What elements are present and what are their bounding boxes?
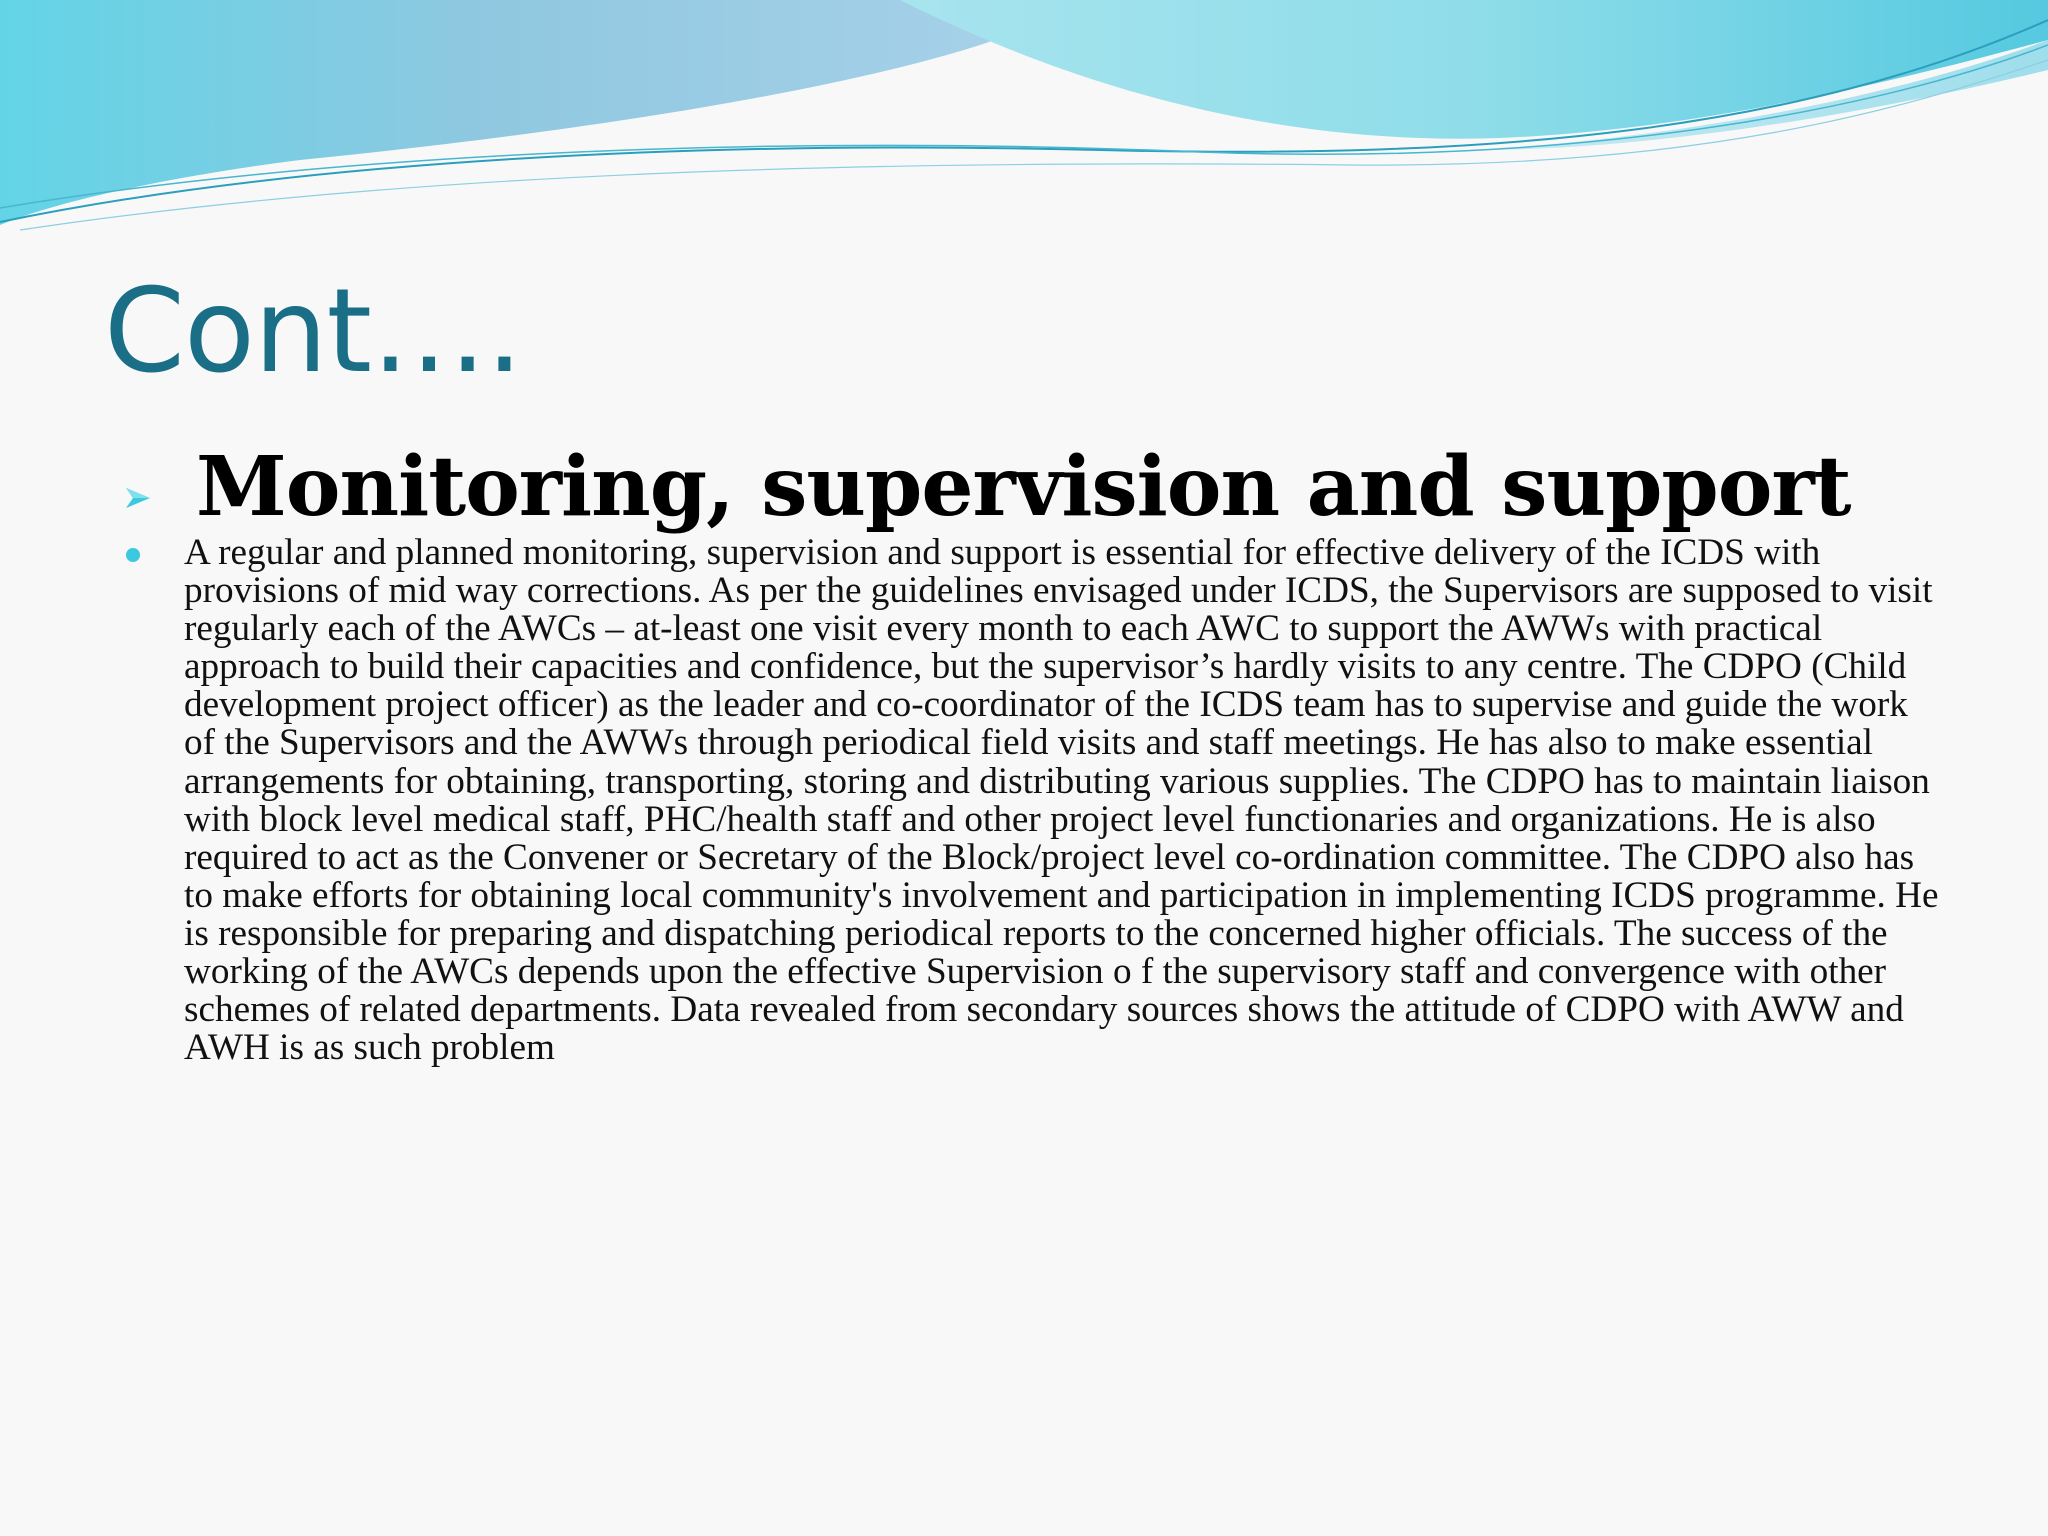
- arrow-bullet-icon: [124, 484, 152, 512]
- heading-bullet-row: [124, 432, 1851, 542]
- section-heading: Monitoring, supervision and support: [196, 439, 1851, 535]
- header-wave-decoration: [0, 0, 2048, 240]
- slide-title: Cont….: [104, 264, 522, 399]
- body-bullet-item: [124, 534, 1944, 1067]
- body-paragraph: A regular and planned monitoring, supervision and support is essential for effective delivery of the ICDS with provisions of mid way corrections. As per the guidelines envisaged under ICDS, the Supervisors are supposed to visit regularly each of the AWCs – at-least one visit every month to each AWC to support the AWWs with practical approach to build their capacities and confidence, but the supervisor’s hardly visits to any centre. The CDPO (Child development project officer) as the leader and co-coordinator of the ICDS team has to supervise and guide the work of the Supervisors and the AWWs through periodical field visits and staff meetings. He has also to make essential arrangements for obtaining, transporting, storing and distributing various supplies. The CDPO has to maintain liaison with block level medical staff, PHC/health staff and other project level functionaries and organizations. He is also required to act as the Convener or Secretary of the Block/project level co-ordination committee. The CDPO also has to make efforts for obtaining local community's involvement and participation in implementing ICDS programme. He is responsible for preparing and dispatching periodical reports to the concerned higher officials. The success of the working of the AWCs depends upon the effective Supervision o f the supervisory staff and convergence with other schemes of related departments. Data revealed from secondary sources shows the attitude of CDPO with AWW and AWH is as such problem: [184, 532, 1939, 1069]
- wave-band-right: [900, 0, 2048, 139]
- wave-band-main: [0, 0, 1080, 225]
- dot-bullet-icon: [126, 548, 140, 562]
